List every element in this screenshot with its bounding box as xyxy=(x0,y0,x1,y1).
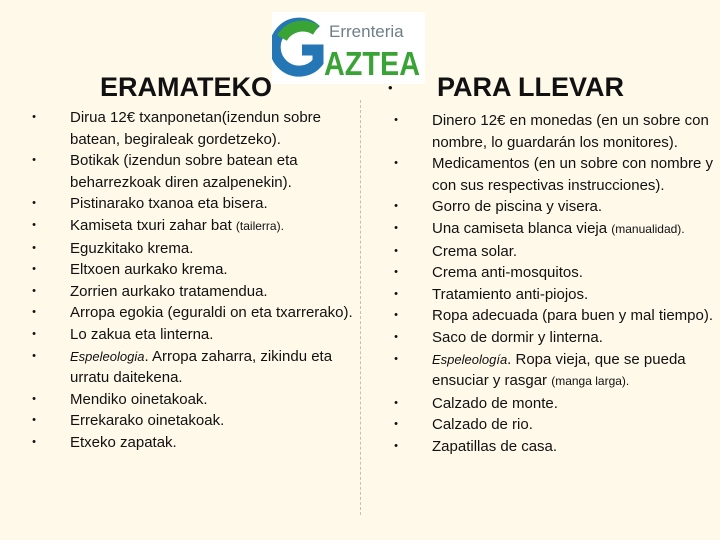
bullet-icon: • xyxy=(394,287,398,300)
left-list-item xyxy=(28,324,354,346)
item-text: Dirua 12€ txanponetan(izendun sobre batean, begiraleak gordetzeko). xyxy=(70,109,322,148)
left-list-item xyxy=(28,238,354,260)
bullet-icon: • xyxy=(32,197,36,210)
bullet-icon: • xyxy=(32,327,36,340)
right-list-item xyxy=(390,110,716,153)
bullet-icon: • xyxy=(394,330,398,343)
item-text: Crema anti-mosquitos. xyxy=(432,264,583,282)
left-list-item xyxy=(28,193,354,215)
bullet-icon: • xyxy=(394,244,398,257)
left-list-item xyxy=(28,259,354,281)
bullet-icon: • xyxy=(394,439,398,452)
item-text: Arropa egokia (eguraldi on eta txarrerako). xyxy=(70,304,353,322)
bullet-icon: • xyxy=(32,435,36,448)
right-list-item xyxy=(390,196,716,218)
para-llevar-list xyxy=(390,110,716,458)
bullet-icon: • xyxy=(32,241,36,254)
item-text: Una camiseta blanca vieja xyxy=(432,219,612,237)
right-list-item xyxy=(390,414,716,436)
right-list-item xyxy=(390,241,716,263)
bullet-icon: • xyxy=(394,266,398,279)
item-text: Calzado de monte. xyxy=(432,394,558,412)
right-list-item xyxy=(390,349,716,393)
bullet-icon: • xyxy=(32,154,36,167)
item-text: Zapatillas de casa. xyxy=(432,437,558,455)
item-italic-label: Espeleología xyxy=(432,351,508,367)
bullet-icon: • xyxy=(32,263,36,276)
svg-text:Errenteria: Errenteria xyxy=(329,22,404,41)
right-list-item xyxy=(390,153,716,196)
left-list-item xyxy=(28,432,354,454)
left-list-item xyxy=(28,215,354,238)
bullet-icon: • xyxy=(32,111,36,123)
item-text: Zorrien aurkako tratamendua. xyxy=(70,282,268,300)
item-text: Pistinarako txanoa eta bisera. xyxy=(70,195,268,213)
left-list-item xyxy=(28,302,354,324)
svg-text:AZTEA: AZTEA xyxy=(324,45,420,82)
item-note: (tailerra). xyxy=(235,218,284,233)
bullet-icon: • xyxy=(394,418,398,431)
heading-eramateko: ERAMATEKO xyxy=(100,72,272,102)
bullet-icon: • xyxy=(32,218,36,231)
stray-bullet: • xyxy=(388,80,393,95)
bullet-icon: • xyxy=(394,200,398,213)
eramateko-list xyxy=(28,107,354,454)
item-text: Eguzkitako krema. xyxy=(70,239,194,257)
left-list-item xyxy=(28,410,354,432)
item-text: Calzado de rio. xyxy=(432,416,533,434)
right-list-item xyxy=(390,284,716,306)
bullet-icon: • xyxy=(394,114,398,126)
left-list-item xyxy=(28,389,354,411)
item-text: Eltxoen aurkako krema. xyxy=(70,261,228,279)
item-text: Kamiseta txuri zahar bat xyxy=(70,216,236,234)
item-note: (manga larga). xyxy=(551,374,630,389)
left-list-item xyxy=(28,150,354,193)
item-italic-label: Espeleologia xyxy=(70,348,145,364)
right-list-item xyxy=(390,218,716,241)
item-text: Saco de dormir y linterna. xyxy=(432,328,603,346)
left-list-item xyxy=(28,281,354,303)
right-list-item xyxy=(390,327,716,349)
item-text: Medicamentos (en un sobre con nombre y con sus respectivas instrucciones). xyxy=(432,155,713,194)
bullet-icon: • xyxy=(32,392,36,405)
bullet-icon: • xyxy=(32,349,36,362)
left-list-item xyxy=(28,346,354,389)
item-note: (manualidad). xyxy=(611,221,685,236)
right-list-item xyxy=(390,393,716,415)
item-text: Lo zakua eta linterna. xyxy=(70,325,214,343)
item-text: Ropa adecuada (para buen y mal tiempo). xyxy=(432,307,714,325)
bullet-icon: • xyxy=(394,157,398,170)
item-text: Crema solar. xyxy=(432,242,518,260)
bullet-icon: • xyxy=(394,352,398,365)
item-text: . Arropa zaharra, zikindu eta urratu daitekena. xyxy=(70,347,333,387)
errenteria-gaztea-logo xyxy=(272,12,425,84)
column-divider xyxy=(360,100,361,515)
item-text: Tratamiento anti-piojos. xyxy=(432,285,589,303)
right-list-item xyxy=(390,305,716,327)
item-text: Mendiko oinetakoak. xyxy=(70,390,208,408)
right-list-item xyxy=(390,262,716,284)
item-text: Etxeko zapatak. xyxy=(70,433,177,451)
item-text: Dinero 12€ en monedas (en un sobre con nombre, lo guardarán los monitores). xyxy=(432,112,709,151)
heading-para-llevar: PARA LLEVAR xyxy=(437,72,624,102)
bullet-icon: • xyxy=(32,414,36,427)
item-text: Botikak (izendun sobre batean eta beharrezkoak diren azalpenekin). xyxy=(70,152,298,191)
bullet-icon: • xyxy=(394,221,398,234)
bullet-icon: • xyxy=(394,309,398,322)
right-list-item xyxy=(390,436,716,458)
left-list-item xyxy=(28,107,354,150)
item-text: . Ropa vieja, que se pueda ensuciar y rasgar xyxy=(432,350,686,390)
bullet-icon: • xyxy=(32,284,36,297)
item-text: Gorro de piscina y visera. xyxy=(432,198,603,216)
item-text: Errekarako oinetakoak. xyxy=(70,412,225,430)
bullet-icon: • xyxy=(394,396,398,409)
bullet-icon: • xyxy=(32,306,36,319)
